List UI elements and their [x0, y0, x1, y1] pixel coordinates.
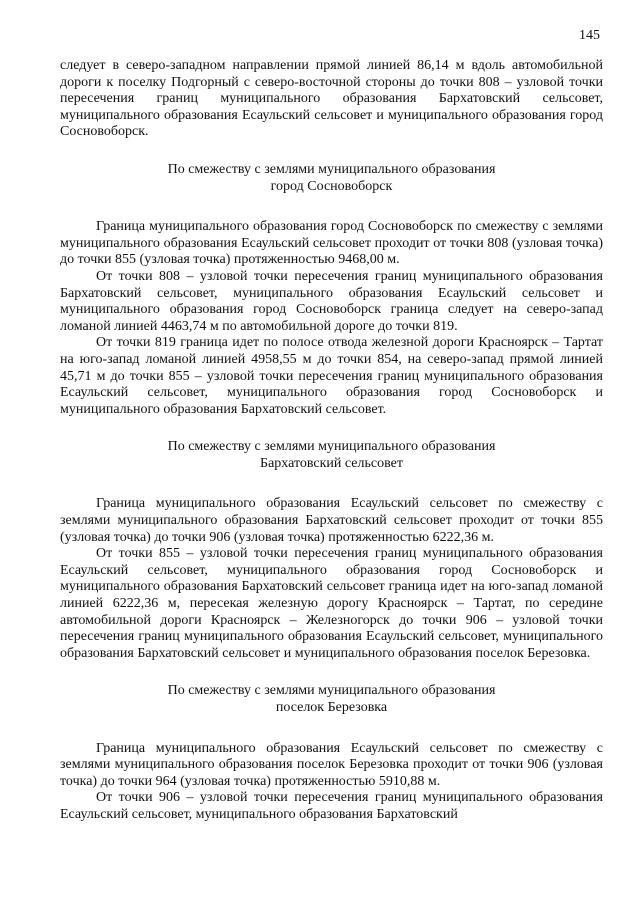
section-heading-sosnovoborsk — [60, 162, 603, 195]
paragraph: Граница муниципального образования Есаульский сельсовет по смежеству с землями муниципального образования поселок Березовка проходит от точки 906 (узловая точка) до точки 964 (узловая точка) протяженностью 5910,88 м. — [60, 740, 603, 789]
section-heading-line2: поселок Березовка — [275, 700, 388, 715]
section-heading-barkhatovsky — [60, 439, 603, 472]
intro-paragraph: следует в северо-западном направлении прямой линией 86,14 м вдоль автомобильной дороги к поселку Подгорный с северо-восточной стороны до точки 808 – узловой точки пересечения границ муниципального образования Бархатовский сельсовет, муниципального образования Есаульский сельсовет и муниципального образования город Сосновоборск. — [60, 58, 603, 140]
document-body — [60, 58, 603, 824]
section-heading-line1: По смежеству с землями муниципального образования — [167, 161, 496, 177]
section-heading-line2: город Сосновоборск — [270, 178, 393, 194]
paragraph: От точки 855 – узловой точки пересечения границ муниципального образования Есаульский сельсовет, муниципального образования город Сосновоборск и муниципального образования Бархатовский сельсовет граница идет на юго-запад ломаной линией 6222,36 м, пересекая железную дорогу Красноярск – Тартат, по середине автомобильной дороги Красноярск – Железногорск до точки 906 – узловой точки пересечения границ муниципального образования Есаульский сельсовет, муниципального образования Бархатовский сельсовет и муниципального образования поселок Березовка. — [60, 546, 603, 661]
paragraph: От точки 808 – узловой точки пересечения границ муниципального образования Бархатовский сельсовет, муниципального образования Есаульский сельсовет и муниципального образования город Сосновоборск граница следует на северо-запад ломаной линией 4463,74 м по автомобильной дороге до точки 819. — [60, 268, 603, 334]
section-heading-line1: По смежеству с землями муниципального образования — [167, 439, 496, 455]
paragraph: От точки 819 граница идет по полосе отвода железной дороги Красноярск – Тартат на юго-запад ломаной линией 4958,55 м до точки 854, на северо-запад прямой линией 45,71 м до точки 855 – узловой точки пересечения границ муниципального образования Есаульский сельсовет, муниципального образования город Сосновоборск и муниципального образования Бархатовский сельсовет. — [60, 335, 603, 417]
section-heading-line2: Бархатовский сельсовет — [260, 455, 403, 471]
paragraph: Граница муниципального образования Есаульский сельсовет по смежеству с землями муниципального образования Бархатовский сельсовет проходит от точки 855 (узловая точка) до точки 906 (узловая точка) протяженностью 6222,36 м. — [60, 496, 603, 545]
section-heading-line1: По смежеству с землями муниципального образования — [167, 683, 496, 699]
page-number: 145 — [579, 28, 600, 43]
section-heading-berezovka — [60, 683, 603, 716]
paragraph: Граница муниципального образования город Сосновоборск по смежеству с землями муниципального образования Есаульский сельсовет проходит от точки 808 (узловая точка) до точки 855 (узловая точка) протяженностью 9468,00 м. — [60, 219, 603, 268]
paragraph: От точки 906 – узловой точки пересечения границ муниципального образования Есаульский сельсовет, муниципального образования Бархатовский — [60, 790, 603, 822]
